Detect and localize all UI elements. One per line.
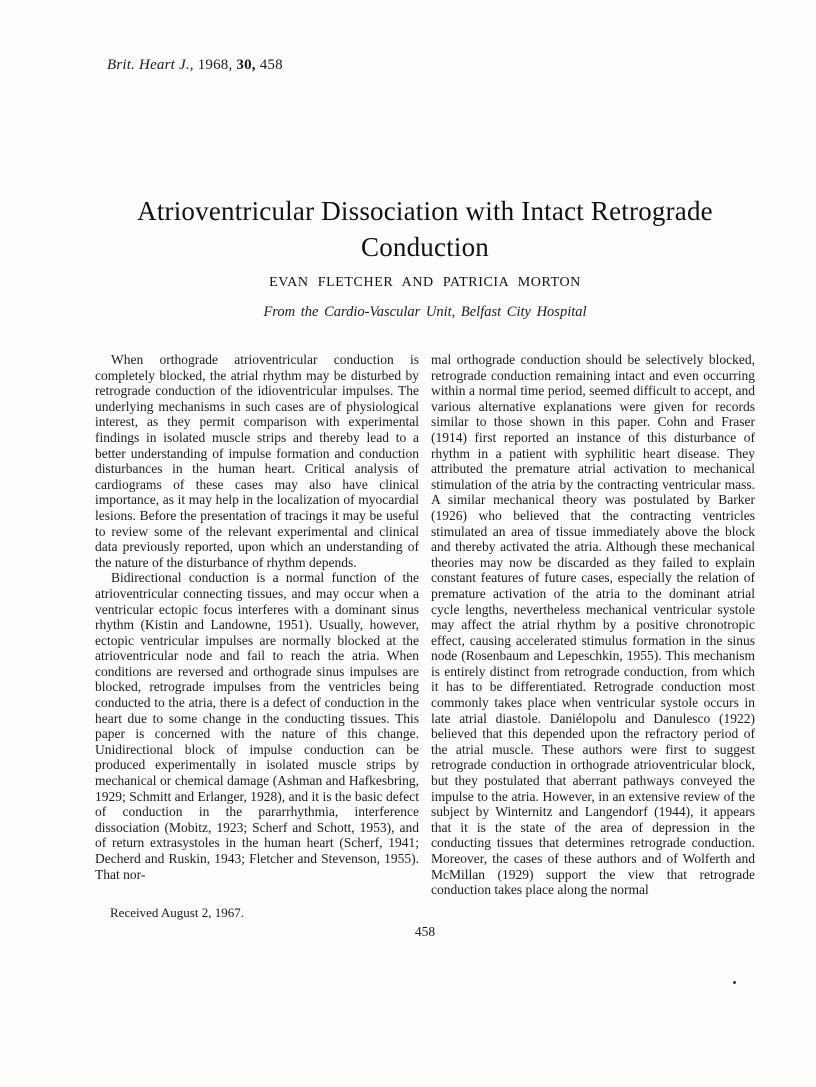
received-date-footnote: Received August 2, 1967. <box>110 905 244 921</box>
right-column <box>431 352 755 921</box>
left-column-paragraph: Bidirectional conduction is a normal function of the atrioventricular connecting tissues, and may occur when a ventricular ectopic focus interferes with a dominant sinus rhythm (Kistin and Landowne, 1951). Usually, however, ectopic ventricular impulses are normally blocked at the atrioventricular node and fail to reach the atria. When conditions are reversed and orthograde sinus impulses are blocked, retrograde impulses from the ventricles being conducted to the atria, there is a defect of conduction in the heart due to some change in the conducting tissues. This paper is concerned with the nature of this change. Unidirectional block of impulse conduction can be produced experimentally in isolated muscle strips by mechanical or chemical damage (Ashman and Hafkesbring, 1929; Schmitt and Erlanger, 1928), and it is the basic defect of conduction in the pararrhythmia, interference dissociation (Mobitz, 1923; Scherf and Schott, 1953), and of return extrasystoles in the human heart (Scherf, 1941; Decherd and Ruskin, 1943; Fletcher and Stevenson, 1955). That nor- <box>95 570 419 882</box>
journal-year: 1968, <box>197 57 233 73</box>
affiliation-line: From the Cardio-Vascular Unit, Belfast City Hospital <box>263 304 587 320</box>
authors-line: EVAN FLETCHER AND PATRICIA MORTON <box>269 275 581 290</box>
scan-artifact-dot <box>733 981 736 984</box>
journal-start-page: 458 <box>259 57 283 73</box>
right-column-paragraph: mal orthograde conduction should be selectively blocked, retrograde conduction remaining intact and even occurring within a normal time period, seemed difficult to accept, and various alternative explanations were given for records similar to those shown in this paper. Cohn and Fraser (1914) first reported an instance of this disturbance of rhythm in a patient with syphilitic heart disease. They attributed the premature atrial activation to mechanical stimulation of the atria by the contracting ventricular mass. A similar mechanical theory was postulated by Barker (1926) who believed that the contracting ventricles stimulated an area of tissue immediately above the block and thereby activated the atria. Although these mechanical theories may now be discarded as they failed to explain constant features of future cases, especially the relation of premature activation of the atria to the dominant atrial cycle lengths, nevertheless mechanical ventricular systole may affect the atrial rhythm by a positive chronotropic effect, causing accelerated stimulus formation in the sinus node (Rosenbaum and Lepeschkin, 1955). This mechanism is entirely distinct from retrograde conduction, from which it has to be differentiated. Retrograde conduction most commonly takes place when ventricular systole occurs in late atrial diastole. Daniélopolu and Danulesco (1922) believed that this depended upon the refractory period of the atrial muscle. These authors were first to suggest retrograde conduction in orthograde atrioventricular block, but they postulated that aberrant pathways conveyed the impulse to the atria. However, in an extensive review of the subject by Winternitz and Langendorf (1944), it appears that it is the state of the area of depression in the conducting tissues that determines retrograde conduction. Moreover, the cases of these authors and of Wolferth and McMillan (1929) support the view that retrograde conduction takes place along the normal <box>431 352 755 898</box>
left-column <box>95 352 419 921</box>
article-title-line-2: Conduction <box>361 232 489 262</box>
journal-name: Brit. Heart J., <box>107 57 194 73</box>
page-number: 458 <box>414 923 436 939</box>
journal-reference <box>107 56 755 75</box>
page-content <box>95 0 755 940</box>
left-column-paragraph: When orthograde atrioventricular conduction is completely blocked, the atrial rhythm may be disturbed by retrograde conduction of the idioventricular impulses. The underlying mechanisms in such cases are of physiological interest, as they permit comparison with experimental findings in isolated muscle strips and thereby lead to a better understanding of impulse formation and conduction disturbances in the human heart. Critical analysis of cardiograms of these cases may also have clinical importance, as it may help in the localization of myocardial lesions. Before the presentation of tracings it may be useful to review some of the relevant experimental and clinical data previously reported, upon which an understanding of the nature of the disturbance of rhythm depends. <box>95 352 419 570</box>
article-title-line-1: Atrioventricular Dissociation with Intact Retrograde <box>137 196 713 226</box>
body-columns <box>95 352 755 921</box>
article-title <box>95 193 755 265</box>
journal-volume: 30, <box>236 57 256 73</box>
